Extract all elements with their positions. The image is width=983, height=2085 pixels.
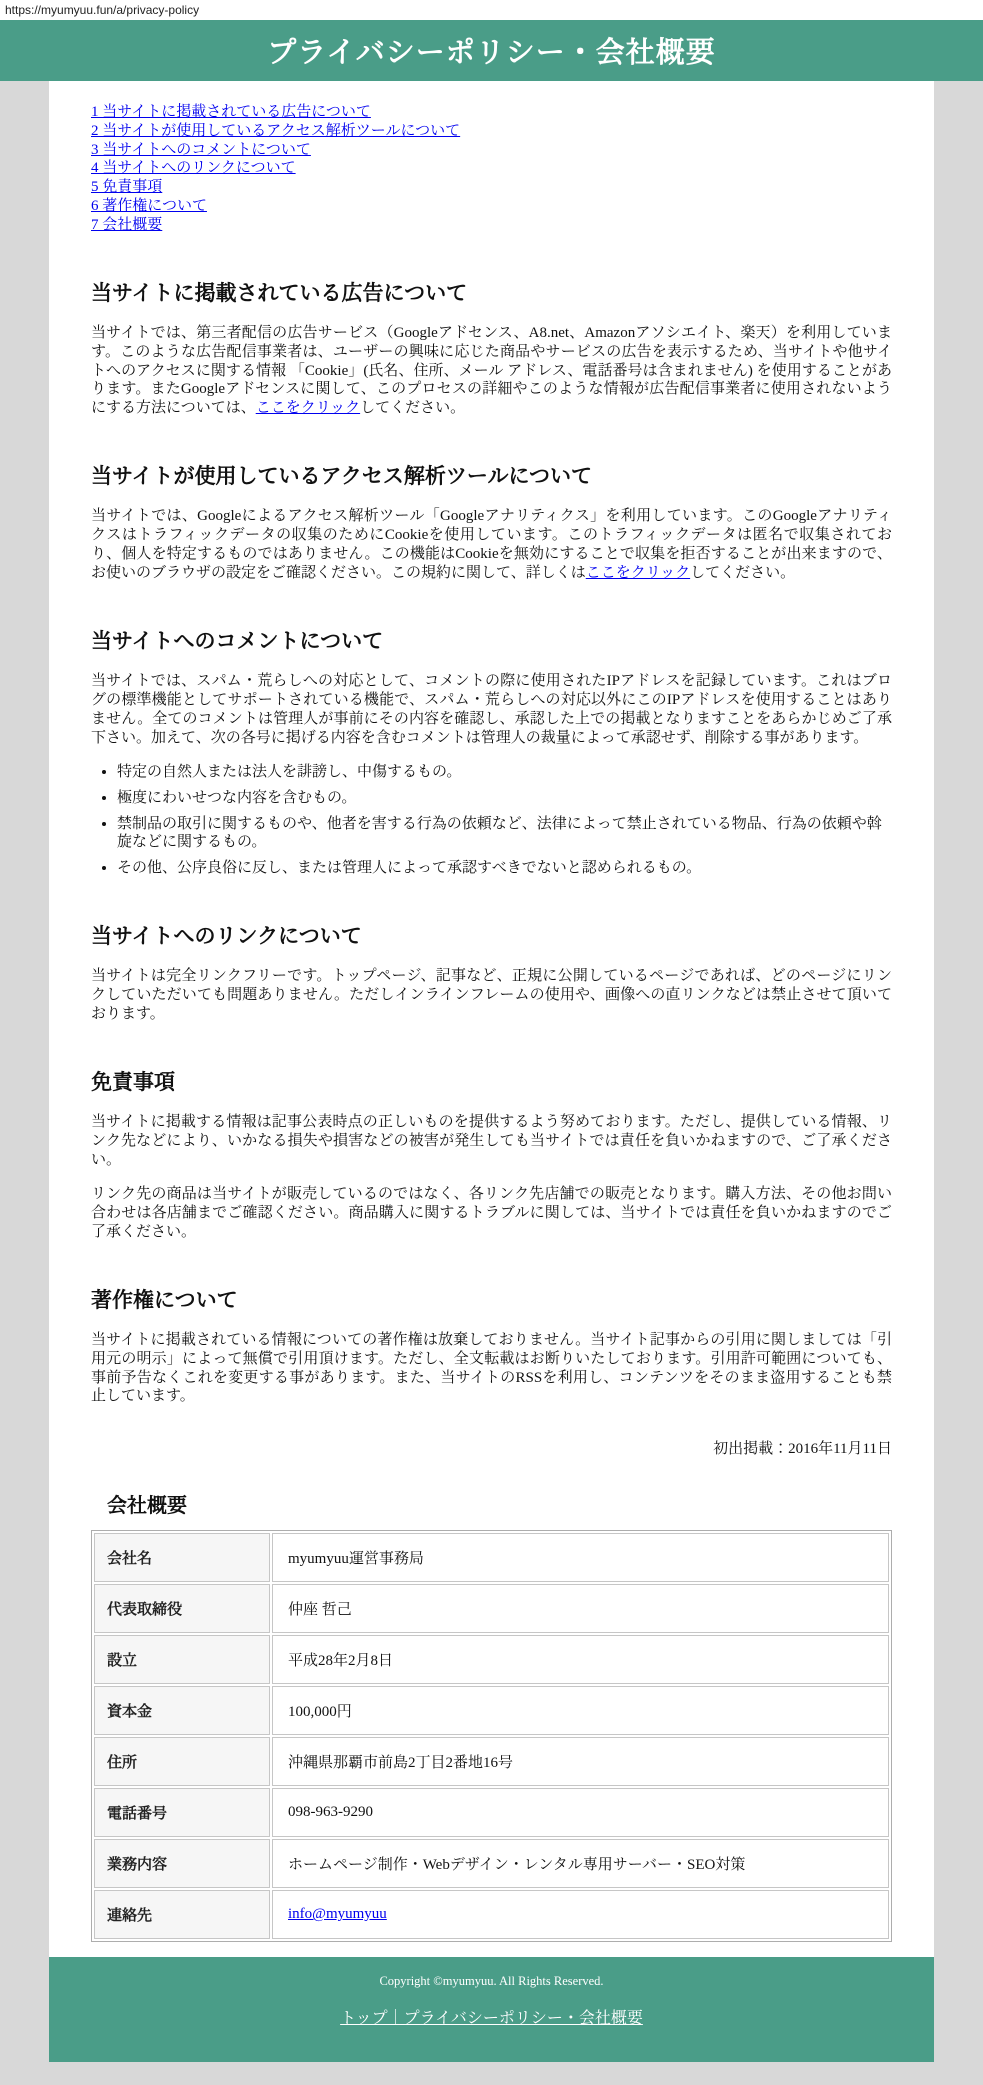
body-paragraph: [91, 1113, 892, 1170]
first-published-date: 初出掲載：2016年11月11日: [713, 1441, 892, 1458]
copyright-text: Copyright ©myumyuu. All Rights Reserved.: [379, 1974, 604, 1989]
footer-nav-link[interactable]: トップ｜プライバシーポリシー・会社概要: [340, 2010, 643, 2028]
article-sections: [91, 281, 892, 1460]
site-header: [0, 20, 983, 81]
section-heading: 当サイトが使用しているアクセス解析ツールについて: [91, 465, 593, 489]
page-title: プライバシーポリシー・会社概要: [267, 37, 716, 69]
toc-link[interactable]: 4 当サイトへのリンクについて: [91, 160, 296, 177]
page-footer: [49, 1957, 934, 2062]
rule-item: • 特定の自然人または法人を誹謗し、中傷するもの。: [117, 763, 892, 782]
section-heading: 当サイトへのリンクについて: [91, 925, 362, 949]
row-value: 100,000円: [272, 1686, 889, 1735]
body-paragraph: [91, 967, 892, 1024]
row-label: 会社名: [94, 1533, 270, 1582]
paragraph-text: 当サイトは完全リンクフリーです。トップページ、記事など、正規に公開しているページであれば、どのページにリンクしていただいても問題ありません。ただしインラインフレームの使用や、画像への直リンクなどは禁止させて頂いております。: [91, 968, 892, 1023]
company-table-body: [94, 1533, 889, 1939]
row-label: 代表取締役: [94, 1584, 270, 1633]
toc-item: [91, 159, 892, 178]
body-paragraph: [91, 1185, 892, 1242]
company-overview-section: [91, 1489, 892, 1942]
body-paragraph: [91, 672, 892, 748]
toc-item: [91, 197, 892, 216]
rule-item: • 禁制品の取引に関するものや、他者を害する行為の依頼など、法律によって禁止されている物品、行為の依頼や斡旋などに関するもの。: [117, 815, 892, 853]
row-value: [272, 1890, 889, 1939]
paragraph-text: 当サイトでは、第三者配信の広告サービス（Googleアドセンス、A8.net、Amazonアソシエイト、楽天）を利用しています。このような広告配信事業者は、ユーザーの興味に応じた商品やサービスの広告を表示するため、当サイトや他サイトへのアクセスに関する情報 「Cookie」(氏名、住所、メール アドレス、電話番号は含まれません) を使用することがあります。またGoogleアドセンスに関して、このプロセスの詳細やこのような情報が広告配信事業者に使用されないようにする方法については、: [91, 324, 892, 417]
paragraph-text: リンク先の商品は当サイトが販売しているのではなく、各リンク先店舗での販売となります。購入方法、その他お問い合わせは各店舗までご確認ください。商品購入に関するトラブルに関しては、当サイトでは責任を負いかねますのでご了承ください。: [91, 1185, 892, 1240]
section-heading: 当サイトへのコメントについて: [91, 629, 384, 653]
toc-item: [91, 216, 892, 235]
table-row: [94, 1686, 889, 1735]
row-label: 電話番号: [94, 1788, 270, 1837]
toc-link[interactable]: 6 著作権について: [91, 197, 207, 214]
table-row: [94, 1635, 889, 1684]
paragraph-text: 当サイトでは、Googleによるアクセス解析ツール「Googleアナリティクス」を利用しています。このGoogleアナリティクスはトラフィックデータの収集のためにCookieを使用しています。このトラフィックデータは匿名で収集されており、個人を特定するものではありません。この機能はCookieを無効にすることで収集を拒否することが出来ますので、お使いのブラウザの設定をご確認ください。この規約に関して、詳しくは: [91, 508, 892, 582]
row-label: 設立: [94, 1635, 270, 1684]
paragraph-text: 当サイトに掲載されている情報についての著作権は放棄しておりません。当サイト記事からの引用に関しましては「引用元の明示」によって無償で引用頂けます。ただし、全文転載はお断りいたしております。引用許可範囲についても、事前予告なくこれを変更する事があります。また、当サイトのRSSを利用し、コンテンツをそのまま盗用することも禁止しています。: [91, 1331, 892, 1405]
toc-link[interactable]: 2 当サイトが使用しているアクセス解析ツールについて: [91, 122, 461, 139]
email-link[interactable]: info@myumyuu: [288, 1906, 387, 1923]
section-heading: 免責事項: [91, 1071, 175, 1095]
row-value: 沖縄県那覇市前島2丁目2番地16号: [272, 1737, 889, 1786]
toc-item: [91, 178, 892, 197]
paragraph-text: 当サイトでは、スパム・荒らしへの対応として、コメントの際に使用されたIPアドレスを記録しています。これはブログの標準機能としてサポートされている機能で、スパム・荒らしへの対応以外にこのIPアドレスを使用することはありません。全てのコメントは管理人が事前にその内容を確認し、承認した上での掲載となりますことをあらかじめご了承下さい。加えて、次の各号に掲げる内容を含むコメントは管理人の裁量によって承認せず、削除する事があります。: [91, 673, 892, 746]
toc-link[interactable]: 3 当サイトへのコメントについて: [91, 141, 311, 158]
toc-list: [91, 103, 892, 235]
content-column: [49, 81, 934, 2062]
company-table: [91, 1530, 892, 1942]
table-of-contents: [91, 103, 892, 235]
section-heading: 当サイトに掲載されている広告について: [91, 281, 468, 305]
rules-list: [91, 763, 892, 878]
toc-link[interactable]: 7 会社概要: [91, 216, 163, 233]
section-heading: 著作権について: [91, 1288, 238, 1312]
inline-link[interactable]: ここをクリック: [255, 400, 361, 417]
row-label: 住所: [94, 1737, 270, 1786]
row-label: 連絡先: [94, 1890, 270, 1939]
body-paragraph: [91, 324, 892, 418]
table-row: [94, 1788, 889, 1837]
row-value: 仲座 哲己: [272, 1584, 889, 1633]
body-paragraph: [91, 507, 892, 583]
row-label: 資本金: [94, 1686, 270, 1735]
toc-link[interactable]: 1 当サイトに掲載されている広告について: [91, 104, 371, 120]
rule-item: • その他、公序良俗に反し、または管理人によって承認すべきでないと認められるもの。: [117, 859, 892, 878]
table-row: [94, 1839, 889, 1888]
toc-item: [91, 103, 892, 122]
table-row: [94, 1890, 889, 1939]
table-row: [94, 1584, 889, 1633]
rule-item: • 極度にわいせつな内容を含むもの。: [117, 789, 892, 808]
toc-item: [91, 122, 892, 141]
row-value: myumyuu運営事務局: [272, 1533, 889, 1582]
inline-link[interactable]: ここをクリック: [585, 565, 691, 582]
table-row: [94, 1533, 889, 1582]
page-url: https://myumyuu.fun/a/privacy-policy: [5, 3, 200, 17]
article: [49, 81, 934, 1942]
paragraph-text: 当サイトに掲載する情報は記事公表時点の正しいものを提供するよう努めております。ただし、提供している情報、リンク先などにより、いかなる損失や損害などの被害が発生しても当サイトでは責任を負いかねますので、ご了承ください。: [91, 1114, 892, 1168]
browser-url-bar[interactable]: [0, 0, 983, 20]
row-value: ホームページ制作・Webデザイン・レンタル専用サーバー・SEO対策: [272, 1839, 889, 1888]
company-overview-heading: 会社概要: [107, 1495, 187, 1518]
body-paragraph: [91, 1331, 892, 1407]
toc-item: [91, 141, 892, 160]
toc-link[interactable]: 5 免責事項: [91, 179, 163, 196]
table-row: [94, 1737, 889, 1786]
row-label: 業務内容: [94, 1839, 270, 1888]
row-value: 平成28年2月8日: [272, 1635, 889, 1684]
paragraph-text: してください。: [360, 400, 466, 417]
row-value: 098-963-9290: [272, 1788, 889, 1837]
paragraph-text: してください。: [690, 565, 796, 582]
